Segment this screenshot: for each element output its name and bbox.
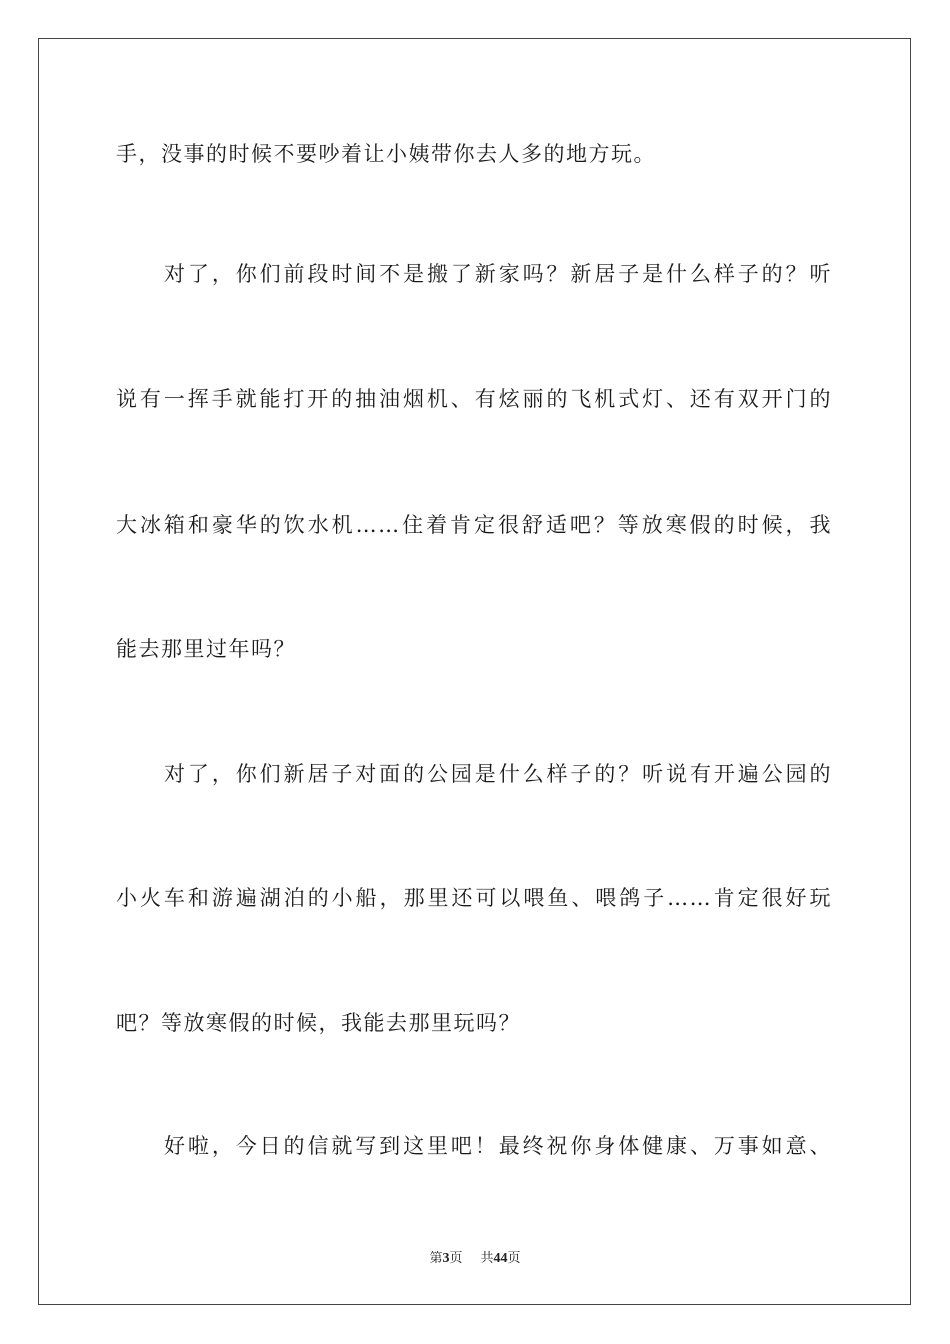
text-line-3: 说有一挥手就能打开的抽油烟机、有炫丽的飞机式灯、还有双开门的: [116, 387, 832, 411]
page-footer: [0, 1247, 950, 1267]
text-line-2: 对了，你们前段时间不是搬了新家吗？新居子是什么样子的？听: [164, 262, 832, 286]
text-line-6: 对了，你们新居子对面的公园是什么样子的？听说有开遍公园的: [164, 762, 832, 786]
text-line-7: 小火车和游遍湖泊的小船，那里还可以喂鱼、喂鸽子……肯定很好玩: [116, 886, 832, 910]
text-line-4: 大冰箱和豪华的饮水机……住着肯定很舒适吧？等放寒假的时候，我: [116, 513, 832, 537]
total-pages: 44: [493, 1251, 508, 1266]
text-line-9: 好啦，今日的信就写到这里吧！最终祝你身体健康、万事如意、: [164, 1134, 832, 1158]
page-number: 3: [442, 1251, 450, 1266]
page-border: [38, 38, 911, 1305]
total-prefix: 共: [480, 1251, 494, 1266]
total-suffix: 页: [507, 1251, 521, 1266]
text-line-1: 手，没事的时候不要吵着让小姨带你去人多的地方玩。: [116, 142, 656, 166]
page-suffix: 页: [449, 1251, 463, 1266]
text-line-8: 吧？等放寒假的时候，我能去那里玩吗？: [116, 1011, 521, 1035]
text-line-5: 能去那里过年吗？: [116, 637, 296, 661]
page-prefix: 第: [429, 1251, 443, 1266]
